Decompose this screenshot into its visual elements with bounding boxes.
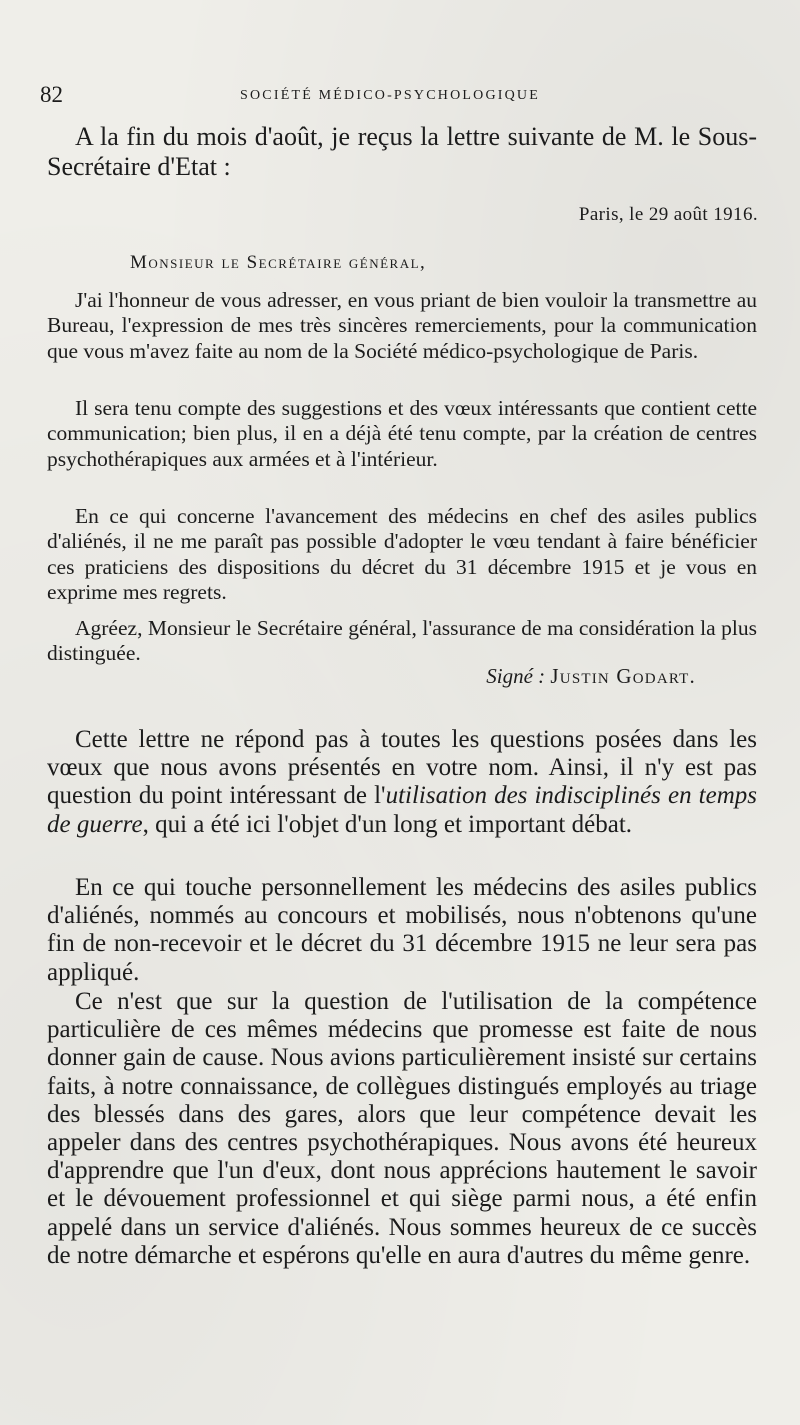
body-paragraph: En ce qui touche personnellement les médecins des asiles publics d'aliénés, nommés au concours et mobilisés, nous n'obtenons qu'une fin de non-recevoir et le décret du 31 décembre 1915 ne leur sera pas appliqué.: [47, 874, 757, 986]
body-text: Cette lettre ne répond pas à toutes les questions posées dans les vœux que nous avons présentés en votre nom. Ainsi, il n'y est pas question du point intéressant de l': [47, 726, 757, 810]
letter-salutation: Monsieur le Secrétaire général,: [130, 252, 427, 273]
lead-paragraph: A la fin du mois d'août, je reçus la lettre suivante de M. le Sous-Secrétaire d'Etat :: [47, 122, 757, 181]
page-number: 82: [40, 82, 63, 107]
signature-name: Justin Godart.: [550, 664, 696, 688]
body-paragraph: Ce n'est que sur la question de l'utilisation de la compétence particulière de ces mêmes médecins que promesse est faite de nous donner gain de cause. Nous avions particulièrement insisté sur certains faits, à notre connaissance, de collègues distingués employés au triage des blessés dans des gares, alors que leur compétence devait les appeler dans des centres psychothérapiques. Nous avons été heureux d'apprendre que l'un d'eux, dont nous apprécions hautement le savoir et le dévouement professionnel et qui siège parmi nous, a été enfin appelé dans un service d'aliénés. Nous sommes heureux de ce succès de notre démarche et espérons qu'elle en aura d'autres du même genre.: [47, 988, 757, 1269]
letter-signature: [486, 664, 696, 689]
signature-label: Signé :: [486, 664, 546, 688]
letter-dateline: Paris, le 29 août 1916.: [578, 204, 758, 225]
body-text: , qui a été ici l'objet d'un long et important débat.: [142, 810, 633, 838]
running-title: SOCIÉTÉ MÉDICO-PSYCHOLOGIQUE: [240, 88, 540, 103]
letter-paragraph: En ce qui concerne l'avancement des médecins en chef des asiles publics d'aliénés, il ne me paraît pas possible d'adopter le vœu tendant à faire bénéficier ces praticiens des dispositions du décret du 31 décembre 1915 et je vous en exprime mes regrets.: [47, 504, 757, 605]
body-italic-text: utilisation des indisciplinés en temps de guerre: [47, 782, 757, 838]
page-header: [40, 82, 760, 108]
letter-paragraph: J'ai l'honneur de vous adresser, en vous priant de bien vouloir la transmettre au Bureau, l'expression de mes très sincères remerciements, pour la communication que vous m'avez faite au nom de la Société médico-psychologique de Paris.: [47, 288, 757, 363]
body-paragraph: [47, 726, 757, 839]
letter-paragraph: Il sera tenu compte des suggestions et des vœux intéressants que contient cette communication; bien plus, il en a déjà été tenu compte, par la création de centres psychothérapiques aux armées et à l'intérieur.: [47, 396, 757, 471]
letter-paragraph: Agréez, Monsieur le Secrétaire général, l'assurance de ma considération la plus distinguée.: [47, 616, 757, 666]
